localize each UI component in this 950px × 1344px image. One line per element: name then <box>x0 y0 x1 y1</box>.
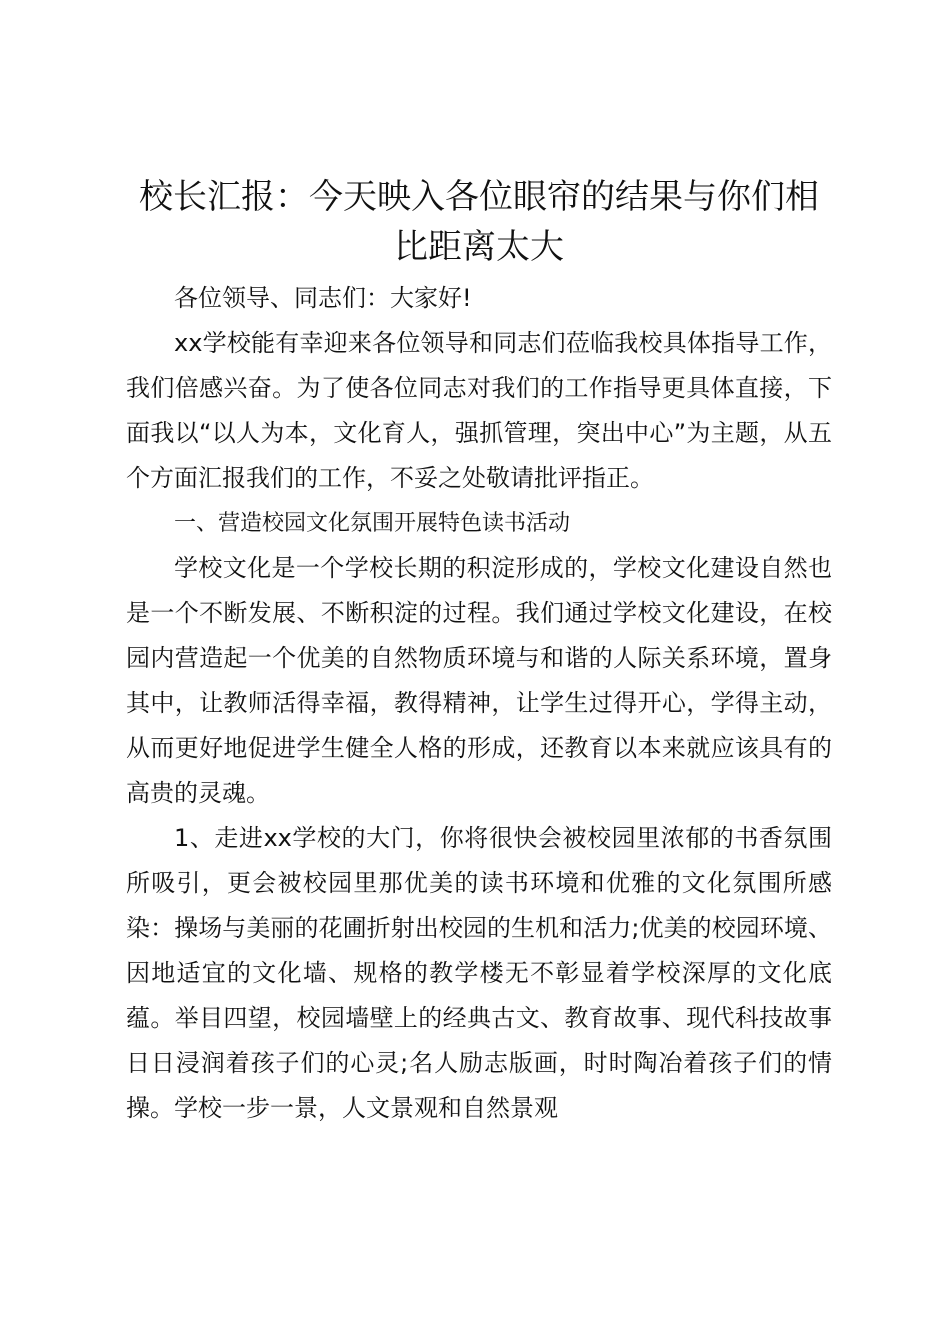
section-body-paragraph: 学校文化是一个学校长期的积淀形成的，学校文化建设自然也是一个不断发展、不断积淀的过程。我们通过学校文化建设，在校园内营造起一个优美的自然物质环境与和谐的人际关系环境，置身其中，让教师活得幸福，教得精神，让学生过得开心，学得主动，从而更好地促进学生健全人格的形成，还教育以本来就应该具有的高贵的灵魂。 <box>126 554 832 807</box>
document-body <box>126 172 832 1131</box>
greeting-paragraph: 各位领导、同志们：大家好! <box>174 284 472 312</box>
item-paragraph: 1、走进xx学校的大门，你将很快会被校园里浓郁的书香氛围所吸引，更会被校园里那优美的读书环境和优雅的文化氛围所感染：操场与美丽的花圃折射出校园的生机和活力;优美的校园环境、因地适宜的文化墙、规格的教学楼无不彰显着学校深厚的文化底蕴。举目四望，校园墙壁上的经典古文、教育故事、现代科技故事日日浸润着孩子们的心灵;名人励志版画，时时陶冶着孩子们的情操。学校一步一景，人文景观和自然景观 <box>126 824 832 1122</box>
document-title: 校长汇报：今天映入各位眼帘的结果与你们相比距离太大 <box>139 177 819 267</box>
section-heading: 一、营造校园文化氛围开展特色读书活动 <box>174 511 571 536</box>
intro-paragraph: xx学校能有幸迎来各位领导和同志们莅临我校具体指导工作，我们倍感兴奋。为了使各位同志对我们的工作指导更具体直接，下面我以“以人为本，文化育人，强抓管理，突出中心”为主题，从五个方面汇报我们的工作，不妥之处敬请批评指正。 <box>126 329 832 492</box>
